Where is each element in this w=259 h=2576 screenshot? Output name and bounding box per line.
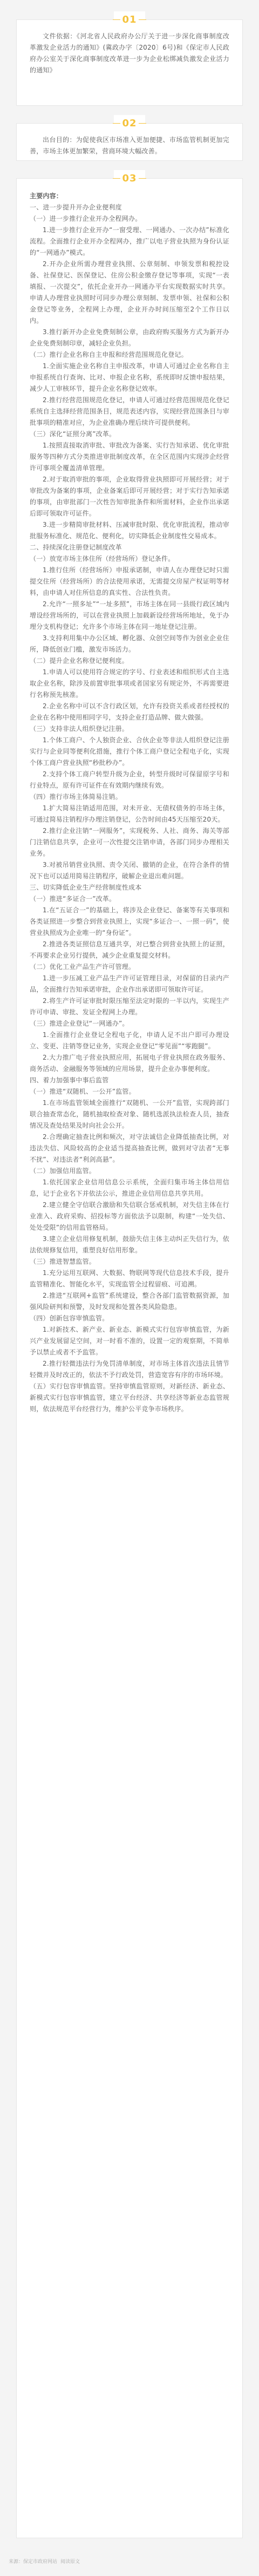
card-body	[17, 20, 242, 85]
paragraph: 1.依托国家企业信用信息公示系统，全面归集市场主体信用信息，记于企业名下并依法公示，推进企业信用信息共享共用。	[30, 1178, 229, 1197]
footer-source: 来源：保定市政府网站	[9, 2559, 58, 2565]
section-heading: 主要内容：	[30, 192, 63, 200]
paragraph: 二、持续深化注册登记制度改革	[30, 544, 122, 551]
paragraph: 2.对于取消审批的事项，企业取得营业执照即可开展经营；对于审批改为备案的事项，企业备案后即可开展经营；对于实行告知承诺的事项，由审批部门一次性告知审批条件和所需材料，企业作出承诺后即可领取许可证件。	[30, 476, 229, 517]
paragraph: 3.对被吊销营业执照、责令关闭、撤销的企业，在符合条件的情况下也可以适用简易注销程序，破解企业退出难问题。	[30, 861, 229, 880]
paragraph: （一）放宽市场主体住所（经营场所）登记条件。	[30, 555, 175, 562]
paragraph: 1.在“五证合一”的基础上，将涉及企业登记、备案等有关事项和各类证照进一步整合到营业执照上，实现“多证合一、一照一码”，使营业执照成为企业唯一的“身份证”。	[30, 906, 229, 937]
paragraph: （三）推进智慧监管。	[30, 1258, 96, 1265]
paragraph: 1.进一步压减工业产品生产许可证管理目录，对保留的目录内产品，全面推行告知承诺审批，企业作出承诺即可领取许可证。	[30, 974, 229, 993]
paragraph: 2.开办企业所需办理营业执照、公章刻制、申领发票和税控设备、社保登记、医保登记、住房公积金缴存登记等事项，实现“一表填报、一次提交”，依托企业开办一网通办平台实现数据实时共享。申请人办理营业执照时可同步办理公章刻制、发票申领、社保和公积金登记等业务，全程网上办理，企业开办时间压缩至2个工作日以内。	[30, 260, 229, 324]
paragraph: 1.充分运用互联网、大数据、物联网等现代信息技术手段，提升监管精准化、智能化水平，实现监管全过程留痕、可追溯。	[30, 1269, 229, 1288]
read-original-link[interactable]: 阅读原文	[60, 2559, 80, 2565]
card-purpose	[16, 117, 243, 161]
paragraph: 2.支持个体工商户转型升级为企业，转型升级时可保留原字号和行业特点，原有许可证件在有效期内继续有效。	[30, 770, 229, 789]
paragraph: 一、进一步提升开办企业便利度	[30, 204, 122, 211]
badge-line-right	[139, 123, 146, 124]
paragraph: 三、切实降低企业生产经营制度性成本	[30, 884, 142, 891]
paragraph: （二）优化工业产品生产许可管理。	[30, 963, 135, 971]
paragraph: 1.对新技术、新产业、新业态、新模式实行包容审慎监管，为新兴产业发展留足空间，对一时看不准的，设置一定的观察期，不简单予以禁止或者不予监管。	[30, 1326, 229, 1356]
paragraph: （一）推进“双随机、一公开”监管。	[30, 1088, 135, 1095]
card-number: 02	[122, 117, 137, 129]
paragraph: 2.建立健全守信联合激励和失信联合惩戒机制，对失信主体在行业准入、政府采购、招投标等方面依法予以限制，构建“一处失信、处处受限”的信用监管格局。	[30, 1201, 229, 1231]
paragraph: 1.全面推行企业登记全程电子化，申请人足不出户即可办理设立、变更、注销等登记业务，实现企业登记“零见面”“零跑腿”。	[30, 1031, 229, 1050]
paragraph: （二）推行企业名称自主申报和经营范围规范化登记。	[30, 351, 188, 358]
paragraph: 2.大力推广电子营业执照应用，拓展电子营业执照在政务服务、商务活动、金融服务等领域的应用场景，提升企业办事便利度。	[30, 1054, 229, 1073]
badge-line-left	[113, 19, 120, 20]
paragraph: 1.推行住所（经营场所）申报承诺制，申请人在办理登记时只需提交住所（经营场所）的合法使用承诺，无需提交房屋产权证明等材料，由申请人对住所信息的真实性、合法性负责。	[30, 566, 229, 596]
paragraph: 1.进一步推行企业开办“一窗受理、一网通办、一次办结”标准化流程。全面推行企业开办全程网办，推广以电子营业执照为身份认证的“一网通办”模式。	[30, 226, 229, 256]
paragraph: （四）推行市场主体简易注销。	[30, 793, 122, 801]
card-number-badge	[114, 11, 145, 28]
paragraph: （四）创新包容审慎监管。	[30, 1314, 109, 1322]
card-number: 03	[122, 172, 137, 184]
card-document-basis	[16, 13, 243, 106]
card-number: 01	[122, 13, 137, 25]
badge-line-right	[139, 19, 146, 20]
paragraph: 2.推行经营范围规范化登记，申请人可通过经营范围规范化登记系统自主选择经营范围条目，规范表述内容，实现经营范围条目与审批事项的精准对应，为企业准确办理后续许可提供便利。	[30, 396, 229, 426]
footer	[9, 2558, 80, 2565]
paragraph: 3.推行新开办企业免费刻制公章，由政府购买服务方式为新开办企业免费刻制印章，减轻企业负担。	[30, 328, 229, 347]
badge-line-left	[113, 178, 120, 179]
paragraph: （三）深化“证照分离”改革。	[30, 430, 116, 438]
paragraph: 1.申请人可以使用符合规定的字号、行业表述和组织形式自主选取企业名称，除涉及前置审批事项或者国家另有规定外，不再需要进行名称预先核准。	[30, 668, 229, 699]
paragraph: 1.扩大简易注销适用范围，对未开业、无债权债务的市场主体，可通过简易注销程序办理注销登记，公告时间由45天压缩至20天。	[30, 804, 229, 823]
paragraph: 2.推行企业注销“一网服务”，实现税务、人社、商务、海关等部门注销信息共享，企业可一次性提交注销申请，各部门同步办理相关业务。	[30, 827, 229, 857]
paragraph: 1.个体工商户、个人独资企业、合伙企业等非法人组织登记注册实行与企业同等便利化措施，推行个体工商户登记全程电子化，实现个体工商户营业执照“秒批秒办”。	[30, 736, 229, 767]
paragraph: （一）推进“多证合一”改革。	[30, 895, 116, 903]
card-main-content	[16, 172, 243, 2538]
paragraph: 2.合理确定抽查比例和频次，对守法诚信企业降低抽查比例，对违法失信、风险较高的企业适当提高抽查比例，做到对守法者“无事不扰”、对违法者“利剑高悬”。	[30, 1133, 229, 1163]
paragraph: 3.建立企业信用修复机制，鼓励失信主体主动纠正失信行为，依法依规修复信用，重塑良好信用形象。	[30, 1235, 229, 1254]
paragraph: 出台目的：为促使我区市场准入更加便捷、市场监管机制更加完善，市场主体更加繁荣，营商环境大幅改善。	[30, 136, 229, 155]
paragraph: （五）实行包容审慎监管。坚持审慎监管原则，对新经济、新业态、新模式实行包容审慎监管，建立平台经济、共享经济等新业态监管规则，依法规范平台经营行为，维护公平竞争市场秩序。	[30, 1382, 229, 1413]
paragraph: 四、着力加强事中事后监管	[30, 1076, 109, 1084]
card-body	[17, 179, 242, 1423]
paragraph: （三）推进企业登记“一网通办”。	[30, 1020, 129, 1027]
paragraph: 文件依据：《河北省人民政府办公厅关于进一步深化商事制度改革激发企业活力的通知》(冀政办字〔2020〕6号)和《保定市人民政府办公室关于深化商事制度改革进一步为企业松绑减负激发企业活力的通知》	[30, 32, 229, 74]
paragraph: 2.企业名称中可以不含行政区划，允许有投资关系或者经授权的企业在名称中使用相同字号，支持企业打造品牌、做大做强。	[30, 702, 229, 721]
paragraph: （一）进一步推行企业开办全程网办。	[30, 215, 142, 222]
paragraph: 3.支持利用集中办公区域、孵化器、众创空间等作为创业企业住所，降低创业门槛，激发市场活力。	[30, 634, 229, 653]
paragraph: 2.将生产许可证审批时限压缩至法定时限的一半以内，实现生产许可申请、审批、发证全程网上办理。	[30, 997, 229, 1016]
paragraph: （二）提升企业名称登记便利度。	[30, 657, 129, 665]
paragraph: 2.推进各类证照信息互通共享，对已整合到营业执照上的证照，不再要求企业另行提供，减少企业重复提交材料。	[30, 940, 229, 959]
card-number-badge	[114, 115, 145, 131]
paragraph: （二）加强信用监管。	[30, 1167, 96, 1175]
badge-line-right	[139, 178, 146, 179]
paragraph: 3.进一步精简审批材料、压减审批时限、优化审批流程，推动审批服务标准化、规范化、便利化，切实降低企业制度性交易成本。	[30, 521, 229, 540]
paragraph: 1.按照直接取消审批、审批改为备案、实行告知承诺、优化审批服务等四种方式分类推进审批制度改革，在全区范围内实现涉企经营许可事项全覆盖清单管理。	[30, 442, 229, 472]
paragraph: 2.允许“一照多址”“一址多照”，市场主体在同一县级行政区域内增设经营场所的，可以在营业执照上加载新设经营场所地址，免于办理分支机构登记；允许多个市场主体在同一地址登记注册。	[30, 600, 229, 631]
paragraph: （三）支持非法人组织登记注册。	[30, 725, 129, 733]
badge-line-left	[113, 123, 120, 124]
paragraph: 2.推进“互联网+监管”系统建设，整合各部门监管数据资源，加强风险研判和预警，及时发现和处置各类风险隐患。	[30, 1292, 229, 1311]
paragraph: 1.全面实施企业名称自主申报改革，申请人可通过企业名称自主申报系统自行查询、比对、申报企业名称，系统即时反馈申报结果，减少人工审核环节，提升企业名称登记效率。	[30, 362, 229, 392]
paragraph: 1.在市场监管领域全面推行“双随机、一公开”监管，实现跨部门联合抽查常态化，随机抽取检查对象、随机选派执法检查人员，抽查情况及查处结果及时向社会公开。	[30, 1099, 229, 1129]
paragraph: 2.推行轻微违法行为免罚清单制度，对市场主体首次违法且情节轻微并及时改正的，依法不予行政处罚，营造宽容有序的市场环境。	[30, 1360, 229, 1379]
card-number-badge	[114, 170, 145, 186]
